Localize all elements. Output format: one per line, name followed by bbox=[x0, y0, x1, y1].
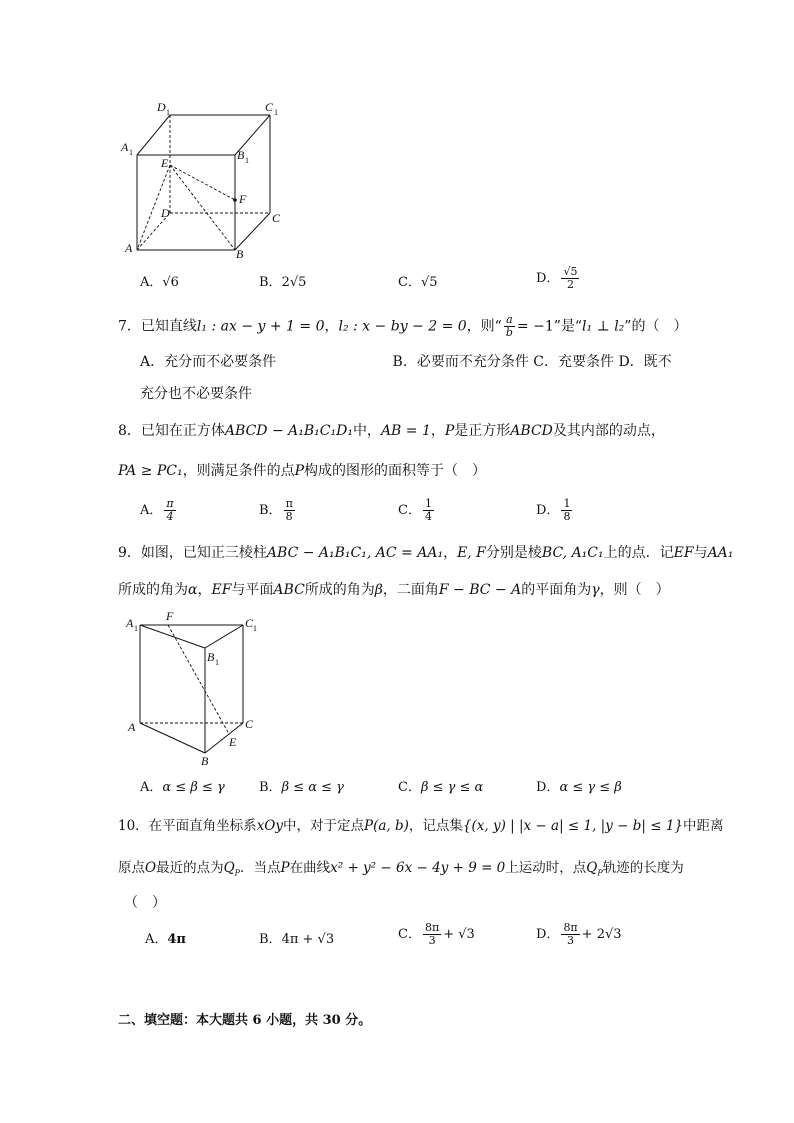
q8-option-d[interactable] bbox=[536, 498, 574, 523]
fraction-denominator: 4 bbox=[424, 510, 432, 523]
text: ．当点 bbox=[240, 860, 281, 876]
label-C1-sub: 1 bbox=[274, 108, 278, 117]
label-A1: A bbox=[121, 140, 129, 154]
fraction-denominator: 4 bbox=[166, 510, 174, 523]
option-letter: A． bbox=[140, 503, 163, 518]
math: EF bbox=[673, 545, 694, 561]
section-heading: 二、填空题：本大题共 6 小题，共 30 分。 bbox=[118, 1013, 372, 1028]
text: 与平面 bbox=[231, 582, 274, 598]
text: 8．已知在正方体 bbox=[118, 423, 225, 439]
label-E: E bbox=[229, 735, 237, 749]
math: F − BC − A bbox=[438, 582, 522, 598]
fraction bbox=[504, 314, 515, 339]
label-F: F bbox=[166, 609, 174, 623]
text: 7．已知直线 bbox=[118, 318, 197, 335]
q9-option-d[interactable] bbox=[536, 778, 622, 798]
fraction-denominator: 2 bbox=[566, 278, 574, 291]
text: 在曲线 bbox=[289, 860, 331, 876]
math: α bbox=[188, 582, 198, 598]
label-D1-sub: 1 bbox=[166, 108, 170, 117]
option-letter: C． bbox=[398, 275, 421, 290]
label-B1: B bbox=[237, 148, 245, 162]
math: Q bbox=[223, 860, 235, 876]
text: 9．如图，已知正三棱柱 bbox=[118, 545, 267, 561]
label-C1: C bbox=[265, 100, 274, 114]
math: P(a, b) bbox=[364, 818, 409, 834]
fraction-denominator: 8 bbox=[285, 510, 293, 523]
math: PA ≥ PC₁ bbox=[118, 463, 183, 479]
option-fraction bbox=[423, 922, 441, 947]
math: P bbox=[444, 423, 455, 439]
math: {(x, y) | |x − a| ≤ 1, |y − b| ≤ 1} bbox=[462, 818, 684, 834]
math: ABC bbox=[273, 582, 305, 598]
text: ”的（ ） bbox=[624, 318, 688, 335]
text: ， bbox=[324, 318, 339, 335]
option-letter: B． bbox=[259, 780, 282, 795]
math: γ bbox=[591, 582, 600, 598]
label-D: D bbox=[161, 206, 170, 220]
option-value: 4π + √3 bbox=[281, 932, 335, 947]
text: 上运动时，点 bbox=[505, 860, 587, 876]
q6-option-a[interactable] bbox=[140, 273, 179, 293]
option-fraction bbox=[164, 498, 175, 523]
q7-stem bbox=[118, 314, 687, 339]
option-letter: D． bbox=[536, 271, 560, 286]
label-D1: D bbox=[157, 100, 166, 114]
text: ，二面角 bbox=[382, 582, 439, 598]
text: ，记点集 bbox=[408, 818, 463, 834]
math: xOy bbox=[256, 818, 283, 834]
q10-stem-line1 bbox=[118, 816, 724, 836]
option-value: α ≤ γ ≤ β bbox=[559, 780, 622, 795]
text: 所成的角为 bbox=[304, 582, 375, 598]
label-A1-sub: 1 bbox=[134, 624, 138, 633]
fraction-denominator: 3 bbox=[428, 934, 436, 947]
text: ， bbox=[430, 423, 445, 439]
option-fraction bbox=[561, 498, 572, 523]
math: l₁ ⊥ l₂ bbox=[582, 318, 625, 335]
q10-answer-paren: （ ） bbox=[124, 895, 166, 911]
prism-figure bbox=[118, 608, 268, 768]
q10-option-b[interactable] bbox=[259, 930, 334, 950]
option-letter: C． bbox=[398, 503, 421, 518]
math: E, F bbox=[457, 545, 486, 561]
text: 所成的角为 bbox=[118, 582, 188, 598]
option-value: √6 bbox=[162, 275, 179, 290]
text: 构成的图形的面积等于（ ） bbox=[304, 463, 487, 479]
option-letter: B． bbox=[259, 275, 282, 290]
q10-stem-line2 bbox=[118, 858, 684, 884]
label-A: A bbox=[125, 241, 133, 255]
fraction-numerator: a bbox=[506, 313, 513, 326]
text: 与 bbox=[693, 545, 708, 561]
q9-stem-line1 bbox=[118, 543, 733, 563]
fraction-denominator: b bbox=[505, 326, 513, 339]
cube-figure bbox=[115, 95, 295, 265]
q6-option-b[interactable] bbox=[259, 273, 306, 293]
option-value: 2√5 bbox=[281, 275, 307, 290]
q9-option-a[interactable] bbox=[140, 778, 225, 798]
q10-option-d[interactable] bbox=[536, 922, 622, 947]
q8-option-b[interactable] bbox=[259, 498, 297, 523]
q7-options-line2[interactable]: 充分也不必要条件 bbox=[140, 386, 252, 402]
option-value: β ≤ γ ≤ α bbox=[420, 780, 484, 795]
text: ，则（ ） bbox=[599, 582, 670, 598]
option-letter: B． bbox=[259, 932, 282, 947]
text: 原点 bbox=[118, 860, 145, 876]
fraction-numerator: π bbox=[285, 497, 293, 510]
text: 最近的点为 bbox=[156, 860, 224, 876]
text: 中， bbox=[352, 423, 381, 439]
label-C: C bbox=[272, 211, 281, 225]
math: AA₁ bbox=[707, 545, 734, 561]
label-E: E bbox=[161, 156, 169, 170]
option-fraction bbox=[561, 922, 579, 947]
text: ， bbox=[443, 545, 458, 561]
math: EF bbox=[211, 582, 232, 598]
text: 10．在平面直角坐标系 bbox=[118, 818, 257, 834]
option-letter: D． bbox=[536, 503, 560, 518]
text: ， bbox=[197, 582, 212, 598]
text: 中，对于定点 bbox=[283, 818, 364, 834]
text: 上的点．记 bbox=[603, 545, 674, 561]
option-value: 4π bbox=[167, 932, 186, 947]
q6-option-d[interactable] bbox=[536, 266, 581, 291]
label-B: B bbox=[236, 247, 244, 261]
text: 分别是棱 bbox=[485, 545, 542, 561]
option-value: α ≤ β ≤ γ bbox=[162, 780, 225, 795]
q9-option-c[interactable] bbox=[398, 778, 483, 798]
fraction-numerator: 8π bbox=[563, 921, 578, 934]
option-letter: D． bbox=[536, 927, 560, 942]
q6-option-c[interactable] bbox=[398, 273, 438, 293]
math: O bbox=[145, 860, 157, 876]
label-A1-sub: 1 bbox=[129, 148, 133, 157]
option-tail: + √3 bbox=[443, 927, 475, 942]
option-letter: C． bbox=[398, 927, 421, 942]
fraction-numerator: 1 bbox=[563, 497, 571, 510]
fraction-numerator: √5 bbox=[563, 265, 578, 278]
label-B: B bbox=[201, 754, 209, 768]
option-fraction bbox=[561, 266, 579, 291]
fraction-denominator: 8 bbox=[563, 510, 571, 523]
option-fraction bbox=[423, 498, 434, 523]
option-value: β ≤ α ≤ γ bbox=[281, 780, 344, 795]
q10-option-c[interactable] bbox=[398, 922, 475, 947]
option-letter: A． bbox=[140, 275, 163, 290]
math: β bbox=[374, 582, 383, 598]
label-C1: C bbox=[245, 616, 254, 630]
text: 中距离 bbox=[683, 818, 724, 834]
label-B1: B bbox=[207, 650, 215, 664]
option-letter: B． bbox=[259, 503, 282, 518]
label-B1-sub: 1 bbox=[215, 658, 219, 667]
option-letter: A． bbox=[140, 780, 163, 795]
math: ABC − A₁B₁C₁, AC = AA₁ bbox=[266, 545, 444, 561]
q9-stem-line2 bbox=[118, 580, 670, 600]
math: ABCD bbox=[510, 423, 553, 439]
q8-option-a[interactable] bbox=[140, 498, 178, 523]
math: l₁ : ax − y + 1 = 0 bbox=[196, 318, 325, 335]
label-A: A bbox=[128, 720, 136, 734]
q8-stem-line1 bbox=[118, 421, 665, 441]
text: 的平面角为 bbox=[521, 582, 592, 598]
option-value: √5 bbox=[420, 275, 438, 290]
option-letter: D． bbox=[536, 780, 560, 795]
option-fraction bbox=[284, 498, 295, 523]
text: = −1”是“ bbox=[516, 318, 583, 335]
label-F: F bbox=[239, 192, 247, 206]
q8-option-c[interactable] bbox=[398, 498, 436, 523]
label-C: C bbox=[245, 717, 254, 731]
math: P bbox=[280, 860, 290, 876]
math: ABCD − A₁B₁C₁D₁ bbox=[224, 423, 353, 439]
text: ，则满足条件的点 bbox=[182, 463, 295, 479]
math-subscript: P bbox=[597, 868, 603, 878]
text: 是正方形 bbox=[454, 423, 511, 439]
text: 及其内部的动点， bbox=[552, 423, 665, 439]
q10-option-a[interactable] bbox=[145, 930, 186, 950]
math: x² + y² − 6x − 4y + 9 = 0 bbox=[330, 860, 506, 876]
math-subscript: P bbox=[234, 868, 241, 878]
math: BC, A₁C₁ bbox=[541, 545, 604, 561]
text: 轨迹的长度为 bbox=[602, 860, 684, 876]
math: l₂ : x − by − 2 = 0 bbox=[338, 318, 467, 335]
fraction-numerator: 1 bbox=[424, 497, 432, 510]
option-letter: C． bbox=[398, 780, 421, 795]
fraction-numerator: π bbox=[166, 497, 174, 510]
fraction-numerator: 8π bbox=[424, 921, 440, 934]
option-tail: + 2√3 bbox=[581, 927, 622, 942]
q9-option-b[interactable] bbox=[259, 778, 344, 798]
math: AB = 1 bbox=[380, 423, 431, 439]
fraction-denominator: 3 bbox=[567, 934, 575, 947]
q8-stem-line2 bbox=[118, 461, 486, 481]
label-C1-sub: 1 bbox=[253, 624, 257, 633]
label-B1-sub: 1 bbox=[245, 156, 249, 165]
label-A1: A bbox=[126, 616, 134, 630]
q7-options-line1[interactable]: A．充分而不必要条件 B．必要而不充分条件 C．充要条件 D．既不 bbox=[140, 354, 672, 370]
text: ，则“ bbox=[466, 318, 502, 335]
math: P bbox=[294, 463, 305, 479]
option-letter: A． bbox=[145, 932, 168, 947]
math: Q bbox=[586, 860, 598, 876]
